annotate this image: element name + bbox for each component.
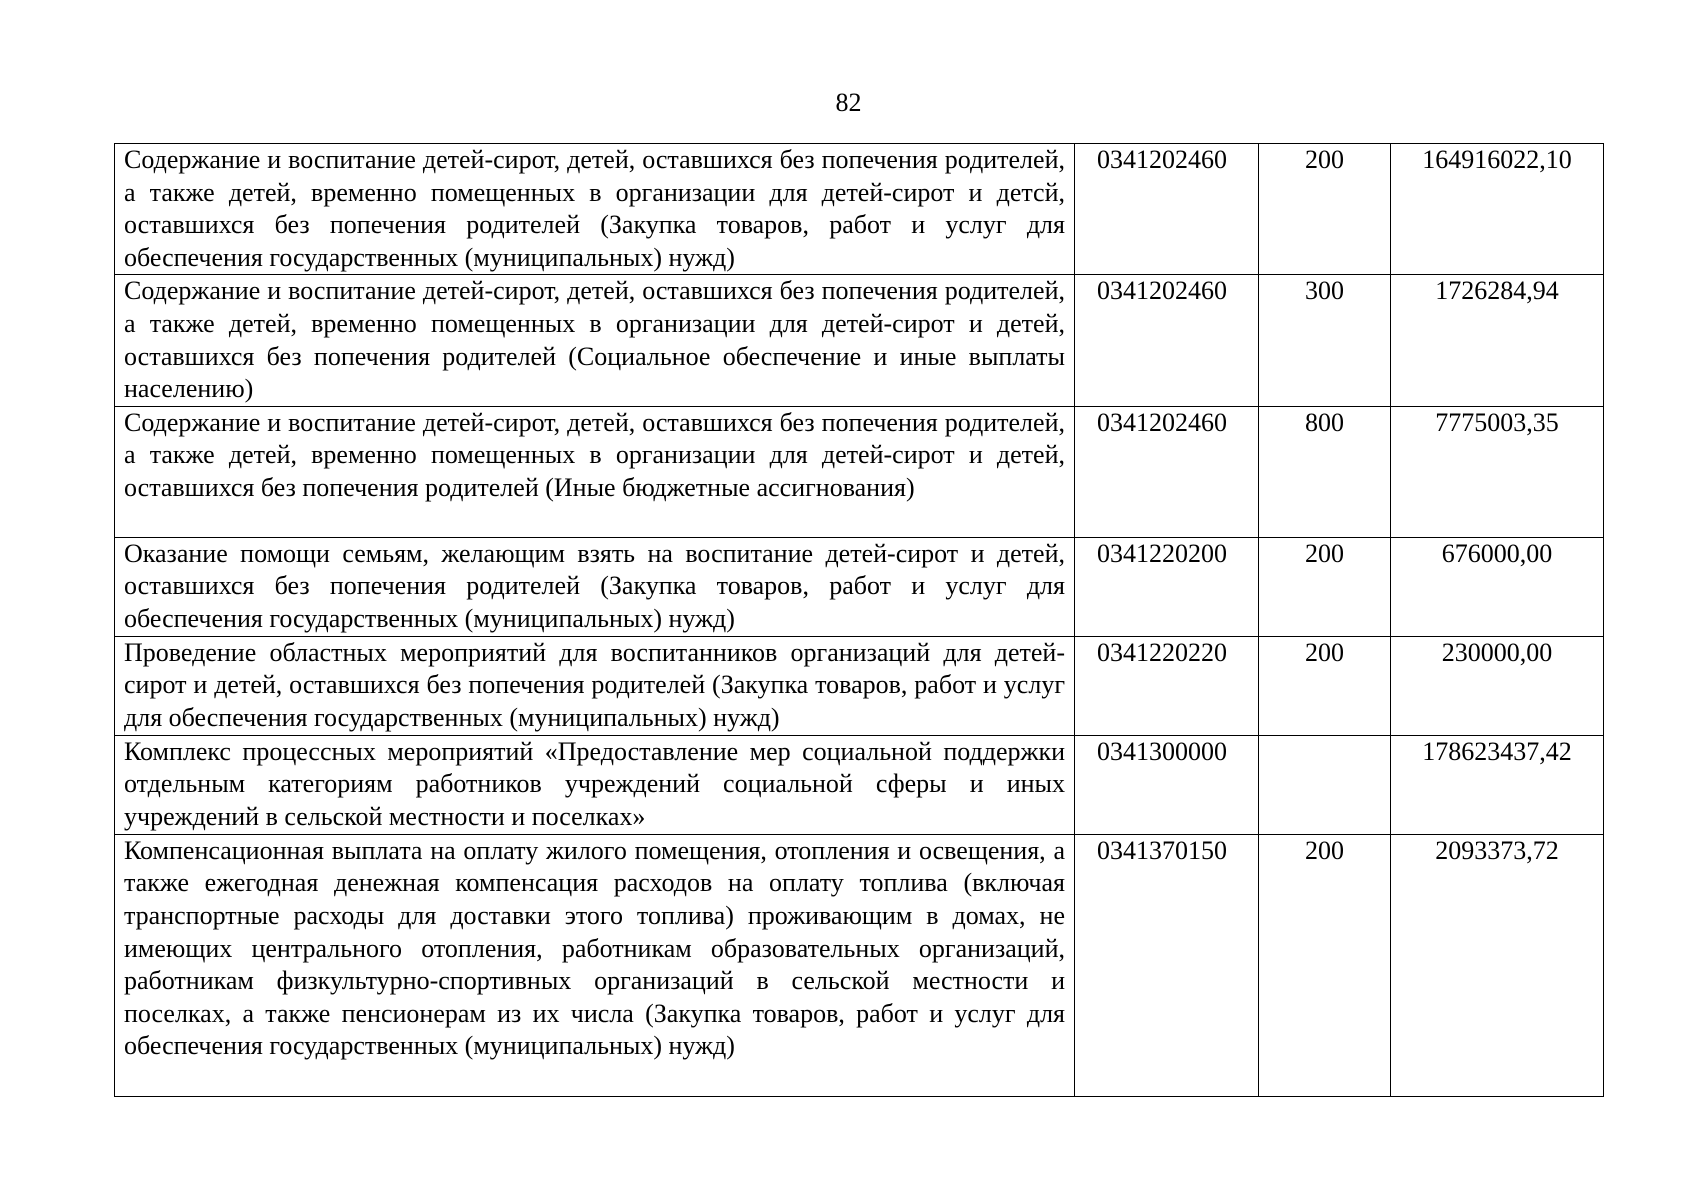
row-amount: 676000,00 [1391,537,1604,636]
table-row [115,834,1604,1096]
row-expense-type: 200 [1259,537,1391,636]
row-expense-type: 200 [1259,636,1391,735]
table-row [115,406,1604,537]
row-target-code: 0341370150 [1075,834,1259,1096]
row-amount: 230000,00 [1391,636,1604,735]
row-target-code: 0341202460 [1075,275,1259,406]
row-expense-type: 200 [1259,144,1391,275]
table-row [115,735,1604,834]
row-description: Содержание и воспитание детей-сирот, детей, оставшихся без попечения родителей, а также детей, временно помещенных в организации для детей-сирот и детей, оставшихся без попечения родителей (Иные бюджетные ассигнования) [115,406,1075,537]
row-description: Проведение областных мероприятий для воспитанников организаций для детей-сирот и детей, оставшихся без попечения родителей (Закупка товаров, работ и услуг для обеспечения государственных (муниципальных) нужд) [115,636,1075,735]
table-row [115,636,1604,735]
table-row [115,144,1604,275]
row-description: Оказание помощи семьям, желающим взять на воспитание детей-сирот и детей, оставшихся без попечения родителей (Закупка товаров, работ и услуг для обеспечения государственных (муниципальных) нужд) [115,537,1075,636]
row-description: Содержание и воспитание детей-сирот, детей, оставшихся без попечения родителей, а также детей, временно помещенных в организации для детей-сирот и детсй, оставшихся без попечения родителей (Закупка товаров, работ и услуг для обеспечения государственных (муниципальных) нужд) [115,144,1075,275]
row-target-code: 0341202460 [1075,406,1259,537]
row-description: Содержание и воспитание детей-сирот, детей, оставшихся без попечения родителей, а также детей, временно помещенных в организации для детей-сирот и детей, оставшихся без попечения родителей (Социальное обеспечение и иные выплаты населению) [115,275,1075,406]
row-amount: 7775003,35 [1391,406,1604,537]
row-description: Компенсационная выплата на оплату жилого помещения, отопления и освещения, а также ежегодная денежная компенсация расходов на оплату топлива (включая транспортные расходы для доставки этого топлива) проживающим в домах, не имеющих центрального отопления, работникам образовательных организаций, работникам физкультурно-спортивных организаций в сельской местности и поселках, а также пенсионерам из их числа (Закупка товаров, работ и услуг для обеспечения государственных (муниципальных) нужд) [115,834,1075,1096]
row-expense-type: 300 [1259,275,1391,406]
row-target-code: 0341202460 [1075,144,1259,275]
table-row [115,537,1604,636]
row-amount: 1726284,94 [1391,275,1604,406]
row-target-code: 0341300000 [1075,735,1259,834]
row-description: Комплекс процессных мероприятий «Предоставление мер социальной поддержки отдельным категориям работников учреждений социальной сферы и иных учреждений в сельской местности и поселках» [115,735,1075,834]
row-expense-type: 800 [1259,406,1391,537]
page-number: 82 [835,88,862,117]
row-expense-type [1259,735,1391,834]
row-amount: 2093373,72 [1391,834,1604,1096]
row-expense-type: 200 [1259,834,1391,1096]
table-row [115,275,1604,406]
row-target-code: 0341220200 [1075,537,1259,636]
row-amount: 178623437,42 [1391,735,1604,834]
row-target-code: 0341220220 [1075,636,1259,735]
budget-table [114,143,1604,1097]
row-amount: 164916022,10 [1391,144,1604,275]
